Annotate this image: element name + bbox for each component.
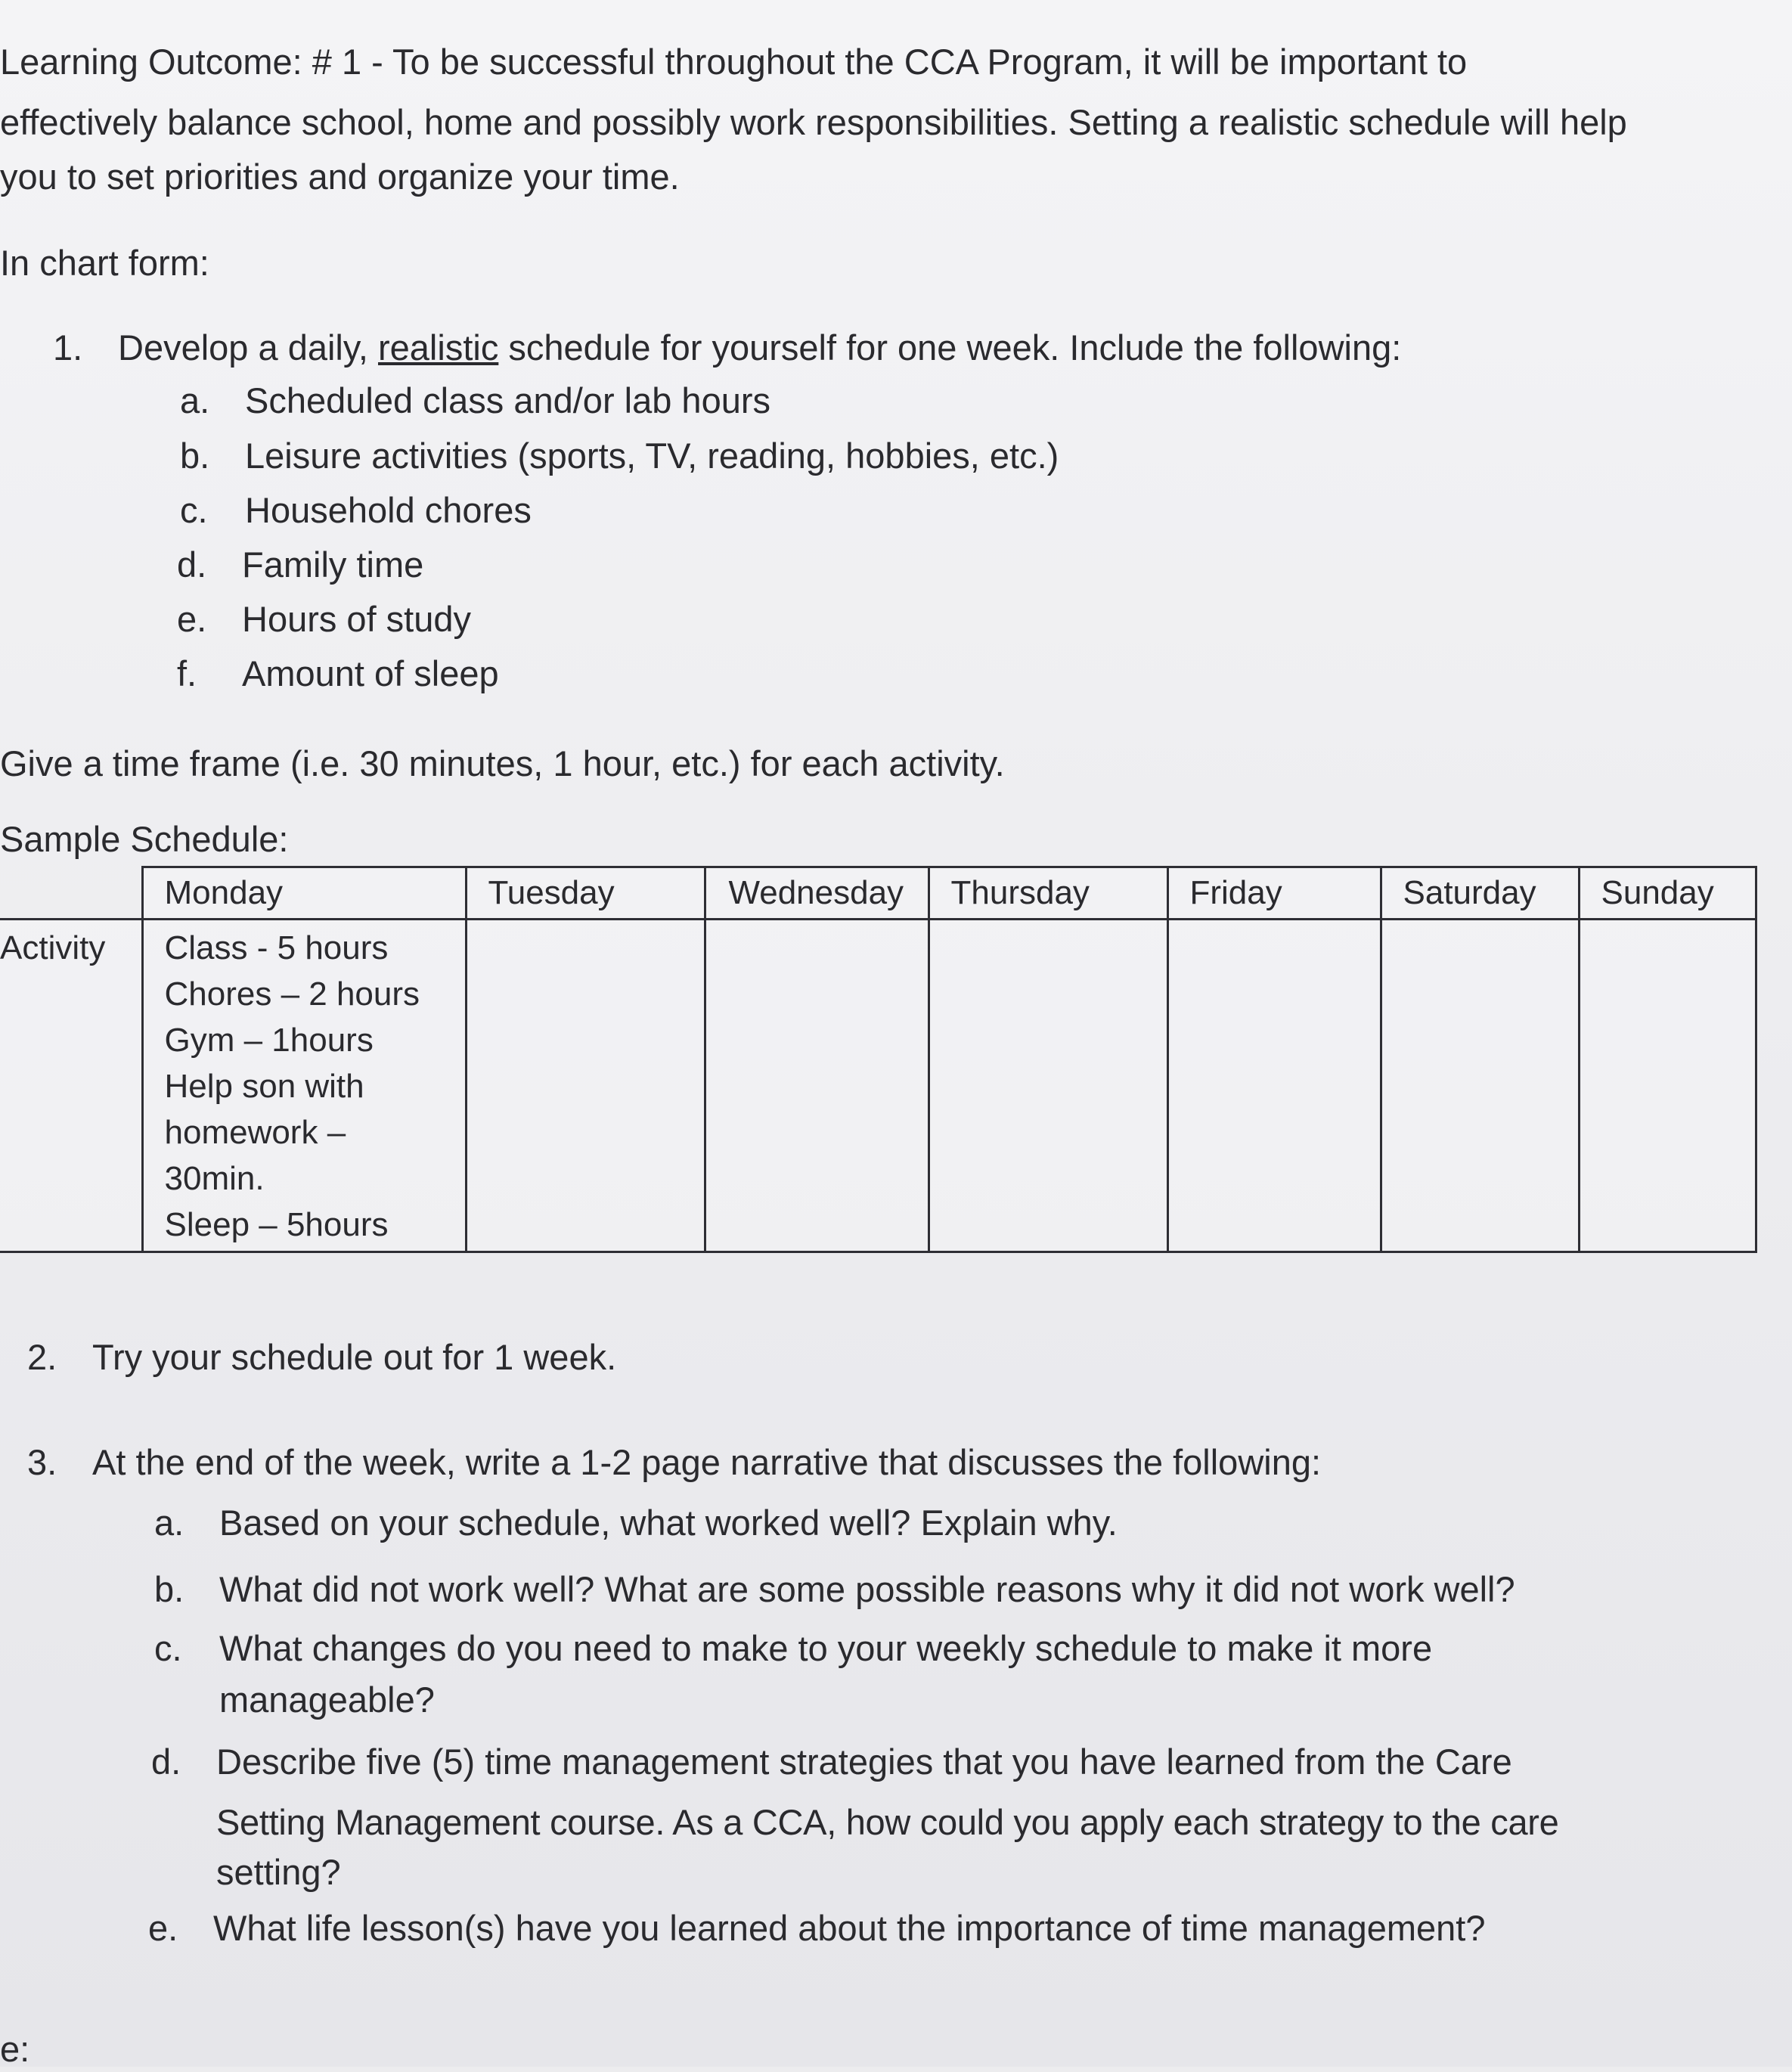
step-1-item-e: e. Hours of study [177,599,472,639]
monday-entry: 30min. [164,1160,265,1197]
step-3-item-e: e. What life lesson(s) have you learned about the importance of time management? [148,1908,1486,1948]
step-3-item-d: d. Describe five (5) time management strategies that you have learned from the Care [151,1742,1512,1782]
step-1 [53,325,1401,371]
day-header-saturday: Saturday [1381,867,1579,920]
intro-line-3: you to set priorities and organize your time. [0,157,680,197]
sample-schedule-table [0,866,1757,1253]
footer-fragment: e: [0,2029,30,2069]
step-3-item-d-continued: Setting Management course. As a CCA, how could you apply each strategy to the care [216,1802,1559,1842]
monday-entry: Gym – 1hours [164,1022,374,1059]
step-3: 3. At the end of the week, write a 1-2 page narrative that discusses the following: [27,1442,1322,1482]
step-2: 2. Try your schedule out for 1 week. [27,1337,617,1377]
step-1-item-a: a. Scheduled class and/or lab hours [180,380,770,420]
monday-entry: Class - 5 hours [164,929,389,966]
step-3-item-d-continued: setting? [216,1852,341,1892]
schedule-corner-cell [0,867,142,920]
day-header-monday: Monday [142,867,466,920]
day-header-tuesday: Tuesday [466,867,705,920]
day-header-sunday: Sunday [1579,867,1756,920]
step-1-item-c: c. Household chores [180,490,532,530]
sunday-activities-cell [1579,920,1756,1252]
step-3-item-b: b. What did not work well? What are some possible reasons why it did not work well? [154,1569,1515,1609]
step-3-item-a: a. Based on your schedule, what worked well? Explain why. [154,1503,1118,1543]
step-1-item-d: d. Family time [177,544,424,585]
step-3-item-c: c. What changes do you need to make to your weekly schedule to make it more [154,1628,1433,1668]
activity-row-label: Activity [0,920,142,1252]
monday-activities-cell [142,920,466,1252]
monday-entry: Chores – 2 hours [164,976,420,1013]
day-header-friday: Friday [1167,867,1381,920]
day-header-thursday: Thursday [929,867,1167,920]
step-1-text-after: schedule for yourself for one week. Include the following: [498,327,1402,368]
tuesday-activities-cell [466,920,705,1252]
monday-entry: Help son with [164,1068,364,1105]
step-3-item-c-continued: manageable? [219,1680,435,1720]
time-frame-note: Give a time frame (i.e. 30 minutes, 1 hour, etc.) for each activity. [0,743,1005,783]
sample-schedule-label: Sample Schedule: [0,819,289,859]
day-header-wednesday: Wednesday [705,867,929,920]
monday-entry: homework – [164,1114,346,1151]
step-1-item-b: b. Leisure activities (sports, TV, reading, hobbies, etc.) [180,436,1059,476]
thursday-activities-cell [929,920,1167,1252]
intro-line-1: Learning Outcome: # 1 - To be successful throughout the CCA Program, it will be important to [0,42,1468,82]
monday-entry: Sleep – 5hours [164,1206,389,1243]
step-1-item-f: f. Amount of sleep [177,653,499,693]
step-1-underlined: realistic [378,327,499,368]
chart-form-label: In chart form: [0,243,209,283]
saturday-activities-cell [1381,920,1579,1252]
schedule-header-row [0,867,1756,920]
wednesday-activities-cell [705,920,929,1252]
step-1-text-before: Develop a daily, [118,327,378,368]
intro-line-2: effectively balance school, home and possibly work responsibilities. Setting a realistic schedule will help [0,102,1627,142]
schedule-activity-row [0,920,1756,1252]
step-1-number: 1. [53,327,83,368]
friday-activities-cell [1167,920,1381,1252]
